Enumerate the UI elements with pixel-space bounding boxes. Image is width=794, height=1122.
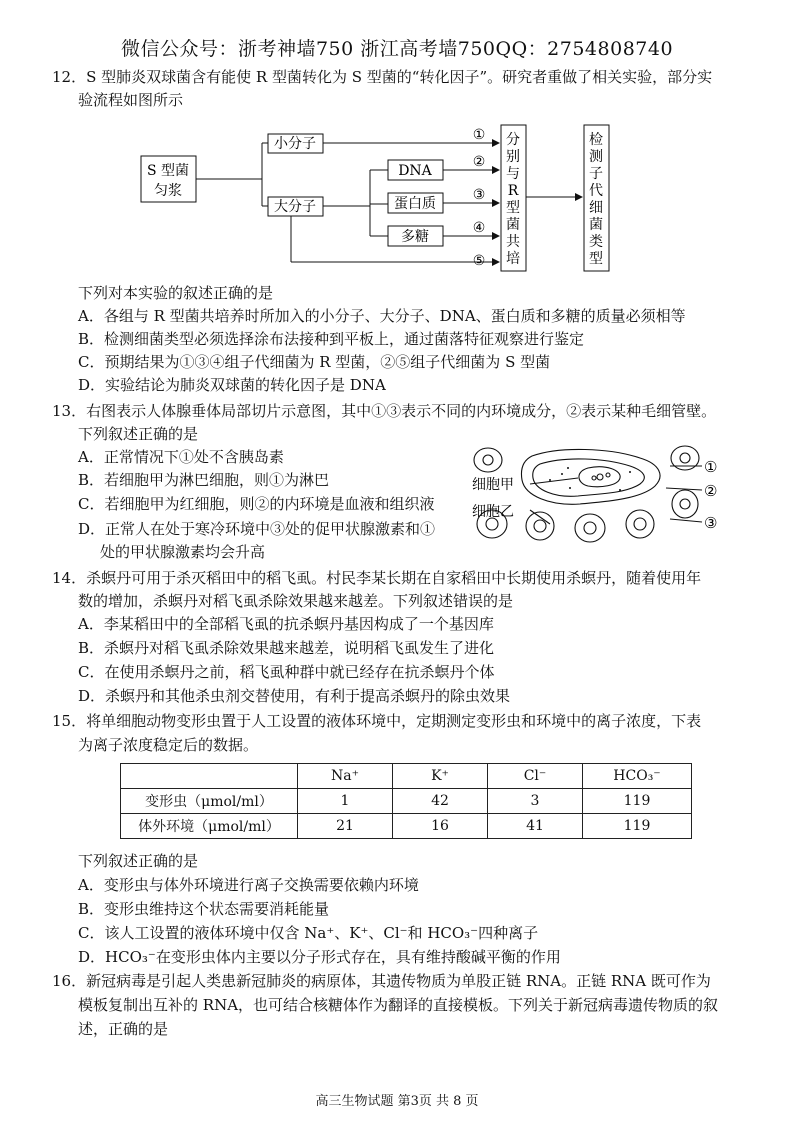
group-number-2: ② (472, 154, 486, 170)
q12-prompt: 下列对本实验的叙述正确的是 (78, 284, 274, 302)
table-cell: 21 (298, 814, 393, 839)
culture-char: 菌 (506, 217, 520, 233)
table-header-cell: Na⁺ (298, 764, 393, 789)
detect-char: 类 (589, 234, 603, 250)
group-number-3: ③ (472, 187, 486, 203)
q15-prompt: 下列叙述正确的是 (78, 852, 199, 870)
detect-char: 测 (589, 149, 603, 165)
q16-stem-line1: 16．新冠病毒是引起人类患新冠肺炎的病原体，其遗传物质为单股正链 RNA。正链 RNA 既可作为 (52, 972, 711, 990)
q15-option-b: B．变形虫维持这个状态需要消耗能量 (78, 900, 330, 918)
table-cell: 变形虫（μmol/ml） (121, 789, 298, 814)
culture-char: 分 (506, 132, 520, 148)
s-type-label: S 型菌 (146, 163, 190, 179)
q12-stem-line1: 12．S 型肺炎双球菌含有能使 R 型菌转化为 S 型菌的“转化因子”。研究者重做了相关实验，部分实 (52, 68, 713, 86)
q15-option-d: D．HCO₃⁻在变形虫体内主要以分子形式存在，具有维持酸碱平衡的作用 (78, 948, 561, 966)
detect-char: 菌 (589, 217, 603, 233)
culture-char: 共 (506, 234, 520, 250)
small-molecule-label: 小分子 (274, 136, 316, 152)
q12-option-a: A．各组与 R 型菌共培养时所加入的小分子、大分子、DNA、蛋白质和多糖的质量必须相等 (78, 307, 686, 325)
culture-char: R (507, 183, 519, 199)
polysaccharide-label: 多糖 (401, 229, 429, 245)
q14-option-a: A．李某稻田中的全部稻飞虱的抗杀螟丹基因构成了一个基因库 (78, 615, 494, 633)
q14-stem-line1: 14．杀螟丹可用于杀灭稻田中的稻飞虱。村民李某长期在自家稻田中长期使用杀螟丹，随着使用年 (52, 569, 702, 587)
ion-concentration-table (120, 763, 692, 839)
detect-char: 检 (589, 132, 603, 148)
q12-option-c: C．预期结果为①③④组子代细菌为 R 型菌，②⑤组子代细菌为 S 型菌 (78, 353, 551, 371)
table-header-cell: Cl⁻ (488, 764, 583, 789)
detect-char: 代 (589, 183, 603, 199)
group-number-4: ④ (472, 220, 486, 236)
q13-option-c: C．若细胞甲为红细胞，则②的内环境是血液和组织液 (78, 495, 435, 513)
table-header-cell: HCO₃⁻ (583, 764, 692, 789)
q12-flow-diagram (0, 0, 794, 290)
table-row (121, 814, 692, 839)
detect-char: 细 (589, 200, 603, 216)
q13-stem-line2: 下列叙述正确的是 (78, 425, 199, 443)
q15-option-c: C．该人工设置的液体环境中仅含 Na⁺、K⁺、Cl⁻和 HCO₃⁻四种离子 (78, 924, 539, 942)
q12-stem-line2: 验流程如图所示 (78, 91, 184, 109)
homogenate-label: 匀浆 (154, 183, 182, 199)
table-header-row (121, 764, 692, 789)
q16-stem-line3: 述，正确的是 (78, 1020, 169, 1038)
table-cell: 42 (393, 789, 488, 814)
table-cell: 体外环境（μmol/ml） (121, 814, 298, 839)
q15-stem-line2: 为离子浓度稳定后的数据。 (78, 736, 259, 754)
cell-b-label: 细胞乙 (472, 504, 514, 520)
large-molecule-label: 大分子 (274, 199, 316, 215)
q13-option-b: B．若细胞甲为淋巴细胞，则①为淋巴 (78, 471, 330, 489)
figure-label-1: ① (704, 458, 718, 476)
table-cell: 41 (488, 814, 583, 839)
table-cell: 1 (298, 789, 393, 814)
table-cell: 119 (583, 789, 692, 814)
table-cell: 119 (583, 814, 692, 839)
q15-option-a: A．变形虫与体外环境进行离子交换需要依赖内环境 (78, 876, 419, 894)
q14-option-b: B．杀螟丹对稻飞虱杀除效果越来越差，说明稻飞虱发生了进化 (78, 639, 495, 657)
q12-option-d: D．实验结论为肺炎双球菌的转化因子是 DNA (78, 376, 386, 394)
q14-option-c: C．在使用杀螟丹之前，稻飞虱种群中就已经存在抗杀螟丹个体 (78, 663, 495, 681)
table-header-cell: K⁺ (393, 764, 488, 789)
culture-char: 培 (506, 251, 520, 267)
q15-stem-line1: 15．将单细胞动物变形虫置于人工设置的液体环境中，定期测定变形虫和环境中的离子浓度，下表 (52, 712, 702, 730)
table-header-cell (121, 764, 298, 789)
q12-option-b: B．检测细菌类型必须选择涂布法接种到平板上，通过菌落特征观察进行鉴定 (78, 330, 585, 348)
q14-stem-line2: 数的增加，杀螟丹对稻飞虱杀除效果越来越差。下列叙述错误的是 (78, 592, 514, 610)
group-number-1: ① (472, 127, 486, 143)
culture-char: 型 (506, 200, 520, 216)
table-cell: 16 (393, 814, 488, 839)
q14-option-d: D．杀螟丹和其他杀虫剂交替使用，有利于提高杀螟丹的除虫效果 (78, 687, 511, 705)
q16-stem-line2: 模板复制出互补的 RNA，也可结合核糖体作为翻译的直接模板。下列关于新冠病毒遗传物质的叙 (78, 996, 719, 1014)
q13-option-d: D．正常人在处于寒冷环境中③处的促甲状腺激素和① (78, 520, 436, 538)
protein-label: 蛋白质 (394, 196, 436, 212)
dna-label: DNA (398, 163, 432, 179)
group-number-5: ⑤ (472, 253, 486, 269)
page-footer: 高三生物试题 第3页 共 8 页 (315, 1094, 479, 1109)
culture-char: 与 (506, 166, 520, 182)
q13-stem-line1: 13．右图表示人体腺垂体局部切片示意图，其中①③表示不同的内环境成分，②表示某种毛细管壁。 (52, 402, 717, 420)
table-cell: 3 (488, 789, 583, 814)
figure-label-2: ② (704, 482, 718, 500)
pituitary-section-figure (470, 444, 730, 544)
q13-option-a: A．正常情况下①处不含胰岛素 (78, 448, 284, 466)
culture-char: 别 (506, 149, 520, 165)
cell-a-label: 细胞甲 (472, 477, 514, 493)
page-header: 微信公众号：浙考神墙750 浙江高考墙750QQ：2754808740 (120, 38, 674, 60)
table-row (121, 789, 692, 814)
detect-char: 子 (589, 166, 603, 182)
q13-option-d-cont: 处的甲状腺激素均会升高 (100, 543, 266, 561)
detect-char: 型 (589, 251, 603, 267)
figure-label-3: ③ (704, 514, 718, 532)
